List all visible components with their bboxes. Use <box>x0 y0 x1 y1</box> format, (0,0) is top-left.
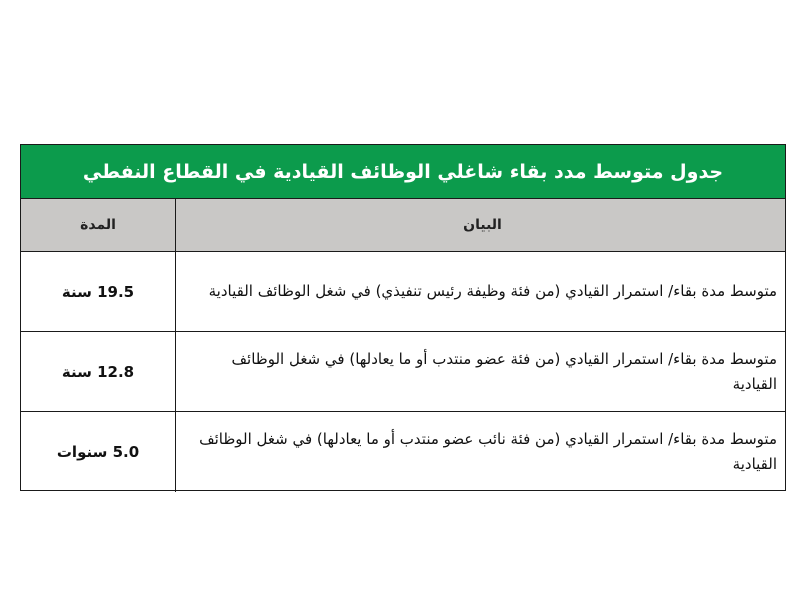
table-title: جدول متوسط مدد بقاء شاغلي الوظائف القيادية في القطاع النفطي <box>21 145 785 199</box>
leadership-tenure-table <box>20 144 786 491</box>
table-row <box>21 332 785 412</box>
row-duration: 19.5 سنة <box>61 282 135 301</box>
row-duration: 5.0 سنوات <box>56 443 140 461</box>
table-row <box>21 252 785 332</box>
table-row <box>21 412 785 492</box>
row-description: متوسط مدة بقاء/ استمرار القيادي (من فئة نائب عضو منتدب أو ما يعادلها) في شغل الوظائف القيادية <box>199 430 777 473</box>
description-cell <box>175 252 785 331</box>
header-description-label: البيان <box>463 217 502 233</box>
header-description-cell <box>175 199 785 251</box>
duration-cell <box>21 412 175 492</box>
duration-cell <box>21 252 175 331</box>
table-header-row <box>21 199 785 252</box>
description-cell <box>175 412 785 492</box>
row-description: متوسط مدة بقاء/ استمرار القيادي (من فئة عضو منتدب أو ما يعادلها) في شغل الوظائف القيادية <box>231 349 777 393</box>
row-duration: 12.8 سنة <box>61 362 135 381</box>
header-duration-cell <box>21 199 175 251</box>
description-cell <box>175 332 785 411</box>
duration-cell <box>21 332 175 411</box>
header-duration-label: المدة <box>80 217 116 233</box>
row-description: متوسط مدة بقاء/ استمرار القيادي (من فئة وظيفة رئيس تنفيذي) في شغل الوظائف القيادية <box>208 282 777 300</box>
